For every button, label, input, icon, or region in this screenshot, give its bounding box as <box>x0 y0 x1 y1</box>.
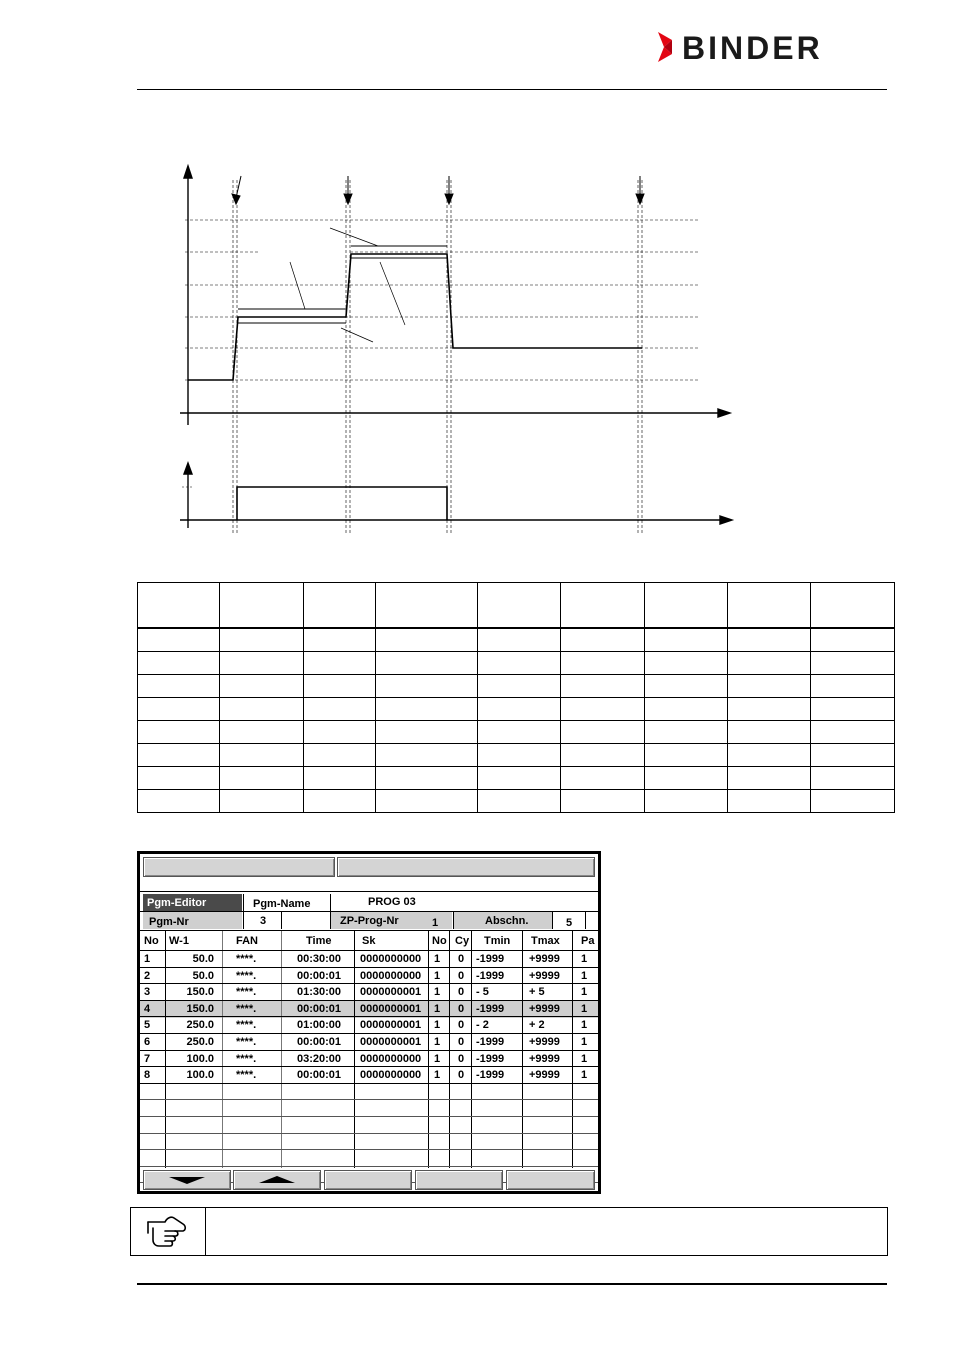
scroll-up-button[interactable] <box>233 1170 321 1190</box>
screen-top-button-left[interactable] <box>143 857 335 877</box>
col-header-time: Time <box>306 935 332 947</box>
cell-row3-sk[interactable]: 0000000001 <box>360 986 422 999</box>
cell-row2-tmax[interactable]: +9999 <box>529 969 560 982</box>
cell-row5-time[interactable]: 01:00:00 <box>297 1019 342 1032</box>
section-label: Abschn. <box>485 915 529 927</box>
col-header-tmax: Tmax <box>531 935 560 947</box>
cell-row5-no2[interactable]: 1 <box>434 1019 441 1032</box>
operation-line-axes <box>180 463 732 528</box>
cell-row3-w1[interactable]: 150.0 <box>186 986 214 999</box>
program-diagram <box>0 0 955 560</box>
cell-row3-no[interactable]: 3 <box>144 986 151 999</box>
cell-row4-w1[interactable]: 150.0 <box>186 1002 214 1015</box>
col-header-pa: Pa <box>581 935 595 947</box>
cell-row6-tmin[interactable]: -1999 <box>476 1036 505 1048</box>
cell-row6-cy[interactable]: 0 <box>458 1036 465 1048</box>
scroll-down-button[interactable] <box>143 1170 231 1190</box>
cell-row1-w1[interactable]: 50.0 <box>192 953 214 965</box>
arrow-down-icon <box>169 1177 205 1184</box>
cell-row4-time[interactable]: 00:00:01 <box>297 1002 342 1015</box>
cell-row7-cy[interactable]: 0 <box>458 1052 465 1065</box>
softkey-5[interactable] <box>506 1170 595 1190</box>
cell-row2-time[interactable]: 00:00:01 <box>297 969 342 982</box>
cell-row2-no[interactable]: 2 <box>144 969 151 982</box>
cell-row4-cy[interactable]: 0 <box>458 1002 465 1015</box>
cell-row6-time[interactable]: 00:00:01 <box>297 1036 342 1048</box>
cell-row7-sk[interactable]: 0000000000 <box>360 1052 422 1065</box>
cell-row2-pa[interactable]: 1 <box>581 969 588 982</box>
cell-row6-no2[interactable]: 1 <box>434 1036 441 1048</box>
zp-prog-nr-label: ZP-Prog-Nr <box>340 915 399 927</box>
cell-row4-fan[interactable]: ****. <box>236 1002 257 1015</box>
cell-row7-no2[interactable]: 1 <box>434 1052 441 1065</box>
main-axes <box>180 166 730 425</box>
cell-row8-fan[interactable]: ****. <box>236 1069 257 1082</box>
col-header-w1: W-1 <box>169 935 189 947</box>
cell-row5-tmin[interactable]: - 2 <box>476 1019 489 1032</box>
editor-label: Pgm-Editor <box>147 897 207 909</box>
cell-row1-time[interactable]: 00:30:00 <box>297 953 342 965</box>
col-header-sk: Sk <box>362 935 376 947</box>
cell-row1-no2[interactable]: 1 <box>434 953 441 965</box>
cell-row8-tmin[interactable]: -1999 <box>476 1069 505 1082</box>
screen-top-button-right[interactable] <box>337 857 595 877</box>
cell-row4-no[interactable]: 4 <box>144 1002 151 1015</box>
cell-row2-w1[interactable]: 50.0 <box>192 969 214 982</box>
cell-row2-tmin[interactable]: -1999 <box>476 969 505 982</box>
cell-row4-tmin[interactable]: -1999 <box>476 1002 505 1015</box>
cell-row6-pa[interactable]: 1 <box>581 1036 588 1048</box>
cell-row1-tmin[interactable]: -1999 <box>476 953 505 965</box>
cell-row5-w1[interactable]: 250.0 <box>186 1019 214 1032</box>
cell-row1-sk[interactable]: 0000000000 <box>360 953 422 965</box>
cell-row6-fan[interactable]: ****. <box>236 1036 257 1048</box>
pgm-nr-label: Pgm-Nr <box>149 916 189 928</box>
col-header-no: No <box>144 935 159 947</box>
cell-row3-cy[interactable]: 0 <box>458 986 465 999</box>
footer-rule <box>137 1283 887 1285</box>
cell-row1-fan[interactable]: ****. <box>236 953 257 965</box>
cell-row6-no[interactable]: 6 <box>144 1036 151 1048</box>
cell-row2-cy[interactable]: 0 <box>458 969 465 982</box>
cell-row4-pa[interactable]: 1 <box>581 1002 588 1015</box>
cell-row3-time[interactable]: 01:30:00 <box>297 986 342 999</box>
cell-row8-cy[interactable]: 0 <box>458 1069 465 1082</box>
cell-row1-pa[interactable]: 1 <box>581 953 588 965</box>
cell-row8-no[interactable]: 8 <box>144 1069 151 1082</box>
softkey-4[interactable] <box>415 1170 503 1190</box>
cell-row6-tmax[interactable]: +9999 <box>529 1036 560 1048</box>
cell-row4-tmax[interactable]: +9999 <box>529 1002 560 1015</box>
cell-row1-cy[interactable]: 0 <box>458 953 465 965</box>
note-box <box>130 1207 888 1256</box>
cell-row3-pa[interactable]: 1 <box>581 986 588 999</box>
cell-row3-tmax[interactable]: + 5 <box>529 986 545 999</box>
cell-row8-pa[interactable]: 1 <box>581 1069 588 1082</box>
cell-row3-tmin[interactable]: - 5 <box>476 986 489 999</box>
cell-row4-sk[interactable]: 0000000001 <box>360 1002 422 1015</box>
pgm-name-label: Pgm-Name <box>253 898 311 910</box>
cell-row7-w1[interactable]: 100.0 <box>186 1052 214 1065</box>
cell-row6-sk[interactable]: 0000000001 <box>360 1036 422 1048</box>
cell-row8-sk[interactable]: 0000000000 <box>360 1069 422 1082</box>
tolerance-band <box>238 246 447 323</box>
arrow-up-icon <box>259 1176 295 1183</box>
cell-row8-no2[interactable]: 1 <box>434 1069 441 1082</box>
svg-text:BINDER: BINDER <box>682 30 823 64</box>
pgm-nr-value[interactable]: 3 <box>260 915 267 927</box>
cell-row3-fan[interactable]: ****. <box>236 986 257 999</box>
cell-row8-time[interactable]: 00:00:01 <box>297 1069 342 1082</box>
cell-row2-sk[interactable]: 0000000000 <box>360 969 422 982</box>
cell-row2-no2[interactable]: 1 <box>434 969 441 982</box>
col-header-tmin: Tmin <box>484 935 511 947</box>
section-markers <box>233 180 642 535</box>
cell-row5-pa[interactable]: 1 <box>581 1019 588 1032</box>
col-header-no2: No <box>432 935 447 947</box>
softkey-3[interactable] <box>324 1170 412 1190</box>
section-value[interactable]: 5 <box>566 917 573 929</box>
cell-row5-cy[interactable]: 0 <box>458 1019 465 1032</box>
cell-row7-no[interactable]: 7 <box>144 1052 151 1065</box>
cell-row1-tmax[interactable]: +9999 <box>529 953 560 965</box>
cell-row3-no2[interactable]: 1 <box>434 986 441 999</box>
cell-row7-tmax[interactable]: +9999 <box>529 1052 560 1065</box>
cell-row2-fan[interactable]: ****. <box>236 969 257 982</box>
cell-row7-pa[interactable]: 1 <box>581 1052 588 1065</box>
controller-screen <box>137 851 601 1194</box>
cell-row5-fan[interactable]: ****. <box>236 1019 257 1032</box>
col-header-cy: Cy <box>455 935 470 947</box>
level-gridlines <box>185 220 698 380</box>
program-table-blank <box>137 582 895 813</box>
operation-line-curve <box>237 487 447 520</box>
cell-row8-tmax[interactable]: +9999 <box>529 1069 560 1082</box>
cell-row5-sk[interactable]: 0000000001 <box>360 1019 422 1032</box>
zp-prog-nr-value[interactable]: 1 <box>432 917 439 929</box>
cell-row1-no[interactable]: 1 <box>144 953 151 965</box>
cell-row5-no[interactable]: 5 <box>144 1019 151 1032</box>
marker-arrows <box>232 176 644 204</box>
cell-row8-w1[interactable]: 100.0 <box>186 1069 214 1082</box>
pgm-name-value[interactable]: PROG 03 <box>368 896 416 908</box>
cell-row7-tmin[interactable]: -1999 <box>476 1052 505 1065</box>
col-header-fan: FAN <box>236 935 258 947</box>
cell-row7-time[interactable]: 03:20:00 <box>297 1052 342 1065</box>
cell-row6-w1[interactable]: 250.0 <box>186 1036 214 1048</box>
cell-row7-fan[interactable]: ****. <box>236 1052 257 1065</box>
pointing-hand-icon <box>145 1213 189 1251</box>
cell-row5-tmax[interactable]: + 2 <box>529 1019 545 1032</box>
cell-row4-no2[interactable]: 1 <box>434 1002 441 1015</box>
